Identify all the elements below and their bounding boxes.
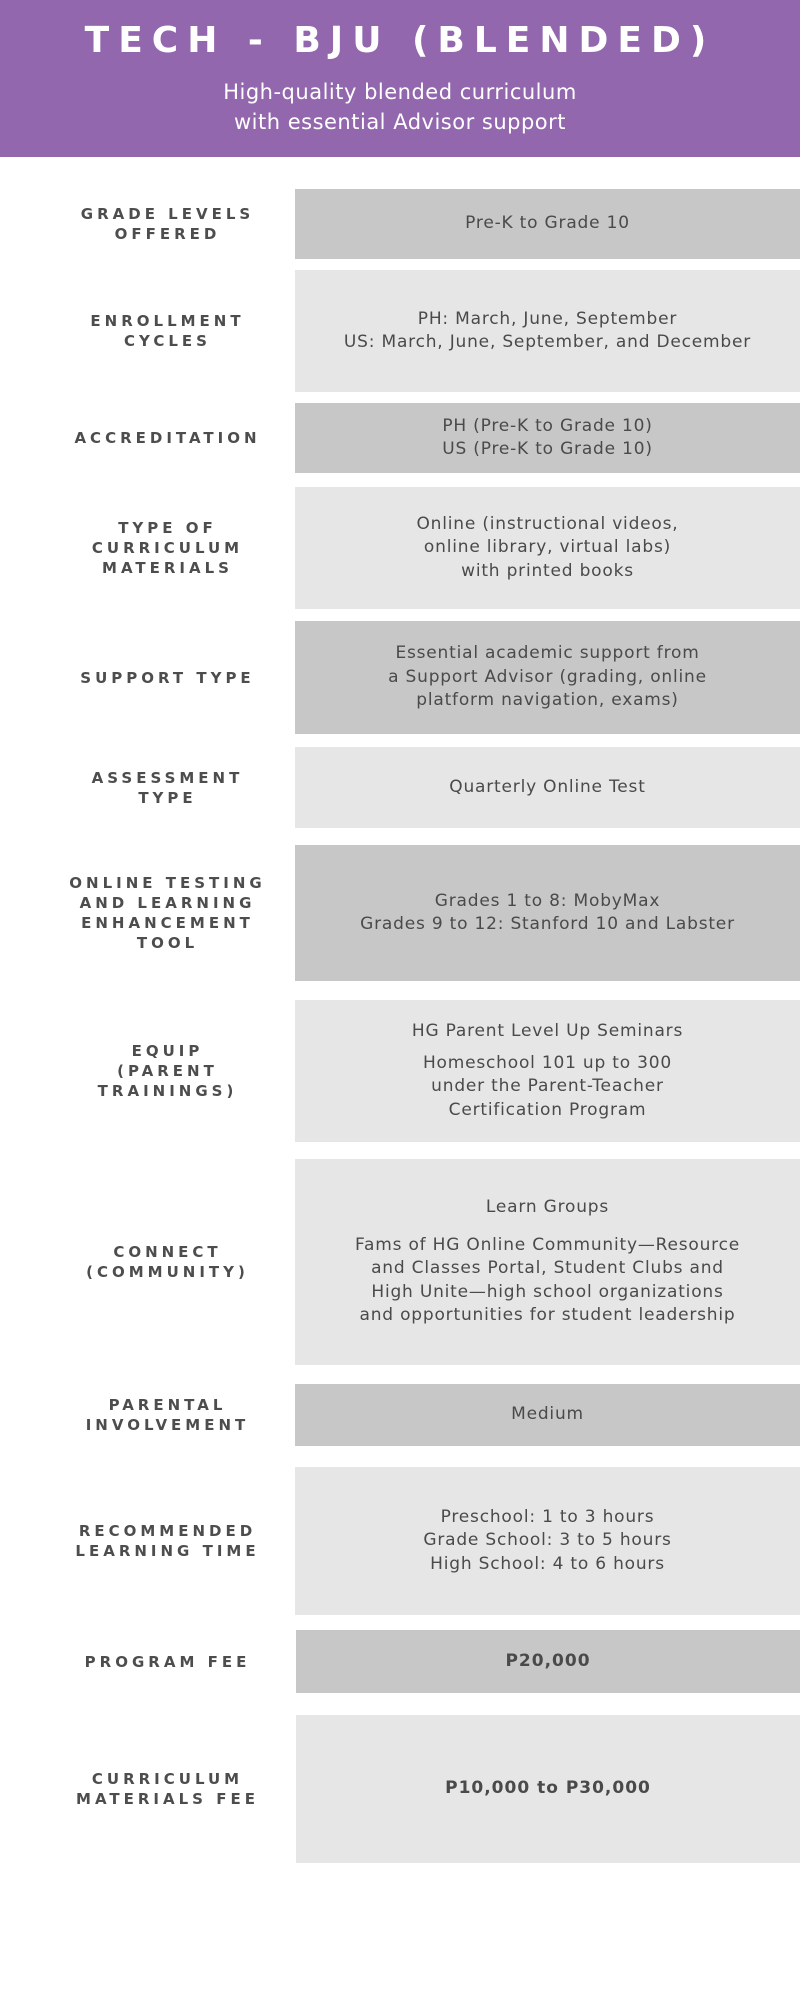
row-label-connect: CONNECT (COMMUNITY) <box>86 1243 249 1281</box>
row-label-grade-levels: GRADE LEVELS OFFERED <box>80 205 255 243</box>
row-label-learning-time: RECOMMENDED LEARNING TIME <box>75 1522 260 1560</box>
row-label-equip: EQUIP (PARENT TRAININGS) <box>97 1042 238 1100</box>
row-label-accreditation: ACCREDITATION <box>74 429 261 447</box>
row-label-parental-involvement: PARENTAL INVOLVEMENT <box>85 1396 250 1434</box>
row-label-online-testing: ONLINE TESTING AND LEARNING ENHANCEMENT TOOL <box>69 874 266 952</box>
row-value-online-testing: Grades 1 to 8: MobyMax Grades 9 to 12: Stanford 10 and Labster <box>295 845 800 981</box>
row-value-parental-involvement: Medium <box>295 1384 800 1446</box>
page-header <box>0 0 800 157</box>
row-value-equip: HG Parent Level Up Seminars Homeschool 101 up to 300 under the Parent-Teacher Certification Program <box>295 1000 800 1142</box>
row-value-grade-levels: Pre-K to Grade 10 <box>295 189 800 259</box>
row-label-assessment-type: ASSESSMENT TYPE <box>91 768 244 807</box>
row-label-materials-fee: CURRICULUM MATERIALS FEE <box>76 1770 259 1808</box>
row-label-curriculum-materials: TYPE OF CURRICULUM MATERIALS <box>91 519 244 577</box>
row-label-program-fee: PROGRAM FEE <box>84 1652 251 1671</box>
row-label-enrollment-cycles: ENROLLMENT CYCLES <box>90 312 245 350</box>
row-value-materials-fee: P10,000 to P30,000 <box>296 1715 800 1863</box>
row-value-enrollment-cycles: PH: March, June, September US: March, June, September, and December <box>295 270 800 392</box>
row-value-program-fee: P20,000 <box>296 1630 800 1693</box>
page-title: TECH - BJU (BLENDED) <box>84 20 716 61</box>
row-label-support-type: SUPPORT TYPE <box>80 668 255 687</box>
row-value-assessment-type: Quarterly Online Test <box>295 747 800 828</box>
row-value-learning-time: Preschool: 1 to 3 hours Grade School: 3 to 5 hours High School: 4 to 6 hours <box>295 1467 800 1615</box>
subtitle-line: with essential Advisor support <box>233 110 567 134</box>
row-value-connect: Learn Groups Fams of HG Online Community—Resource and Classes Portal, Student Clubs and High Unite—high school organizations and opportunities for student leadership <box>295 1159 800 1365</box>
row-value-accreditation: PH (Pre-K to Grade 10) US (Pre-K to Grade 10) <box>295 403 800 473</box>
row-value-support-type: Essential academic support from a Support Advisor (grading, online platform navigation, exams) <box>295 621 800 734</box>
page-subtitle <box>0 77 800 137</box>
subtitle-line: High-quality blended curriculum <box>223 80 577 104</box>
row-value-curriculum-materials: Online (instructional videos, online library, virtual labs) with printed books <box>295 487 800 609</box>
